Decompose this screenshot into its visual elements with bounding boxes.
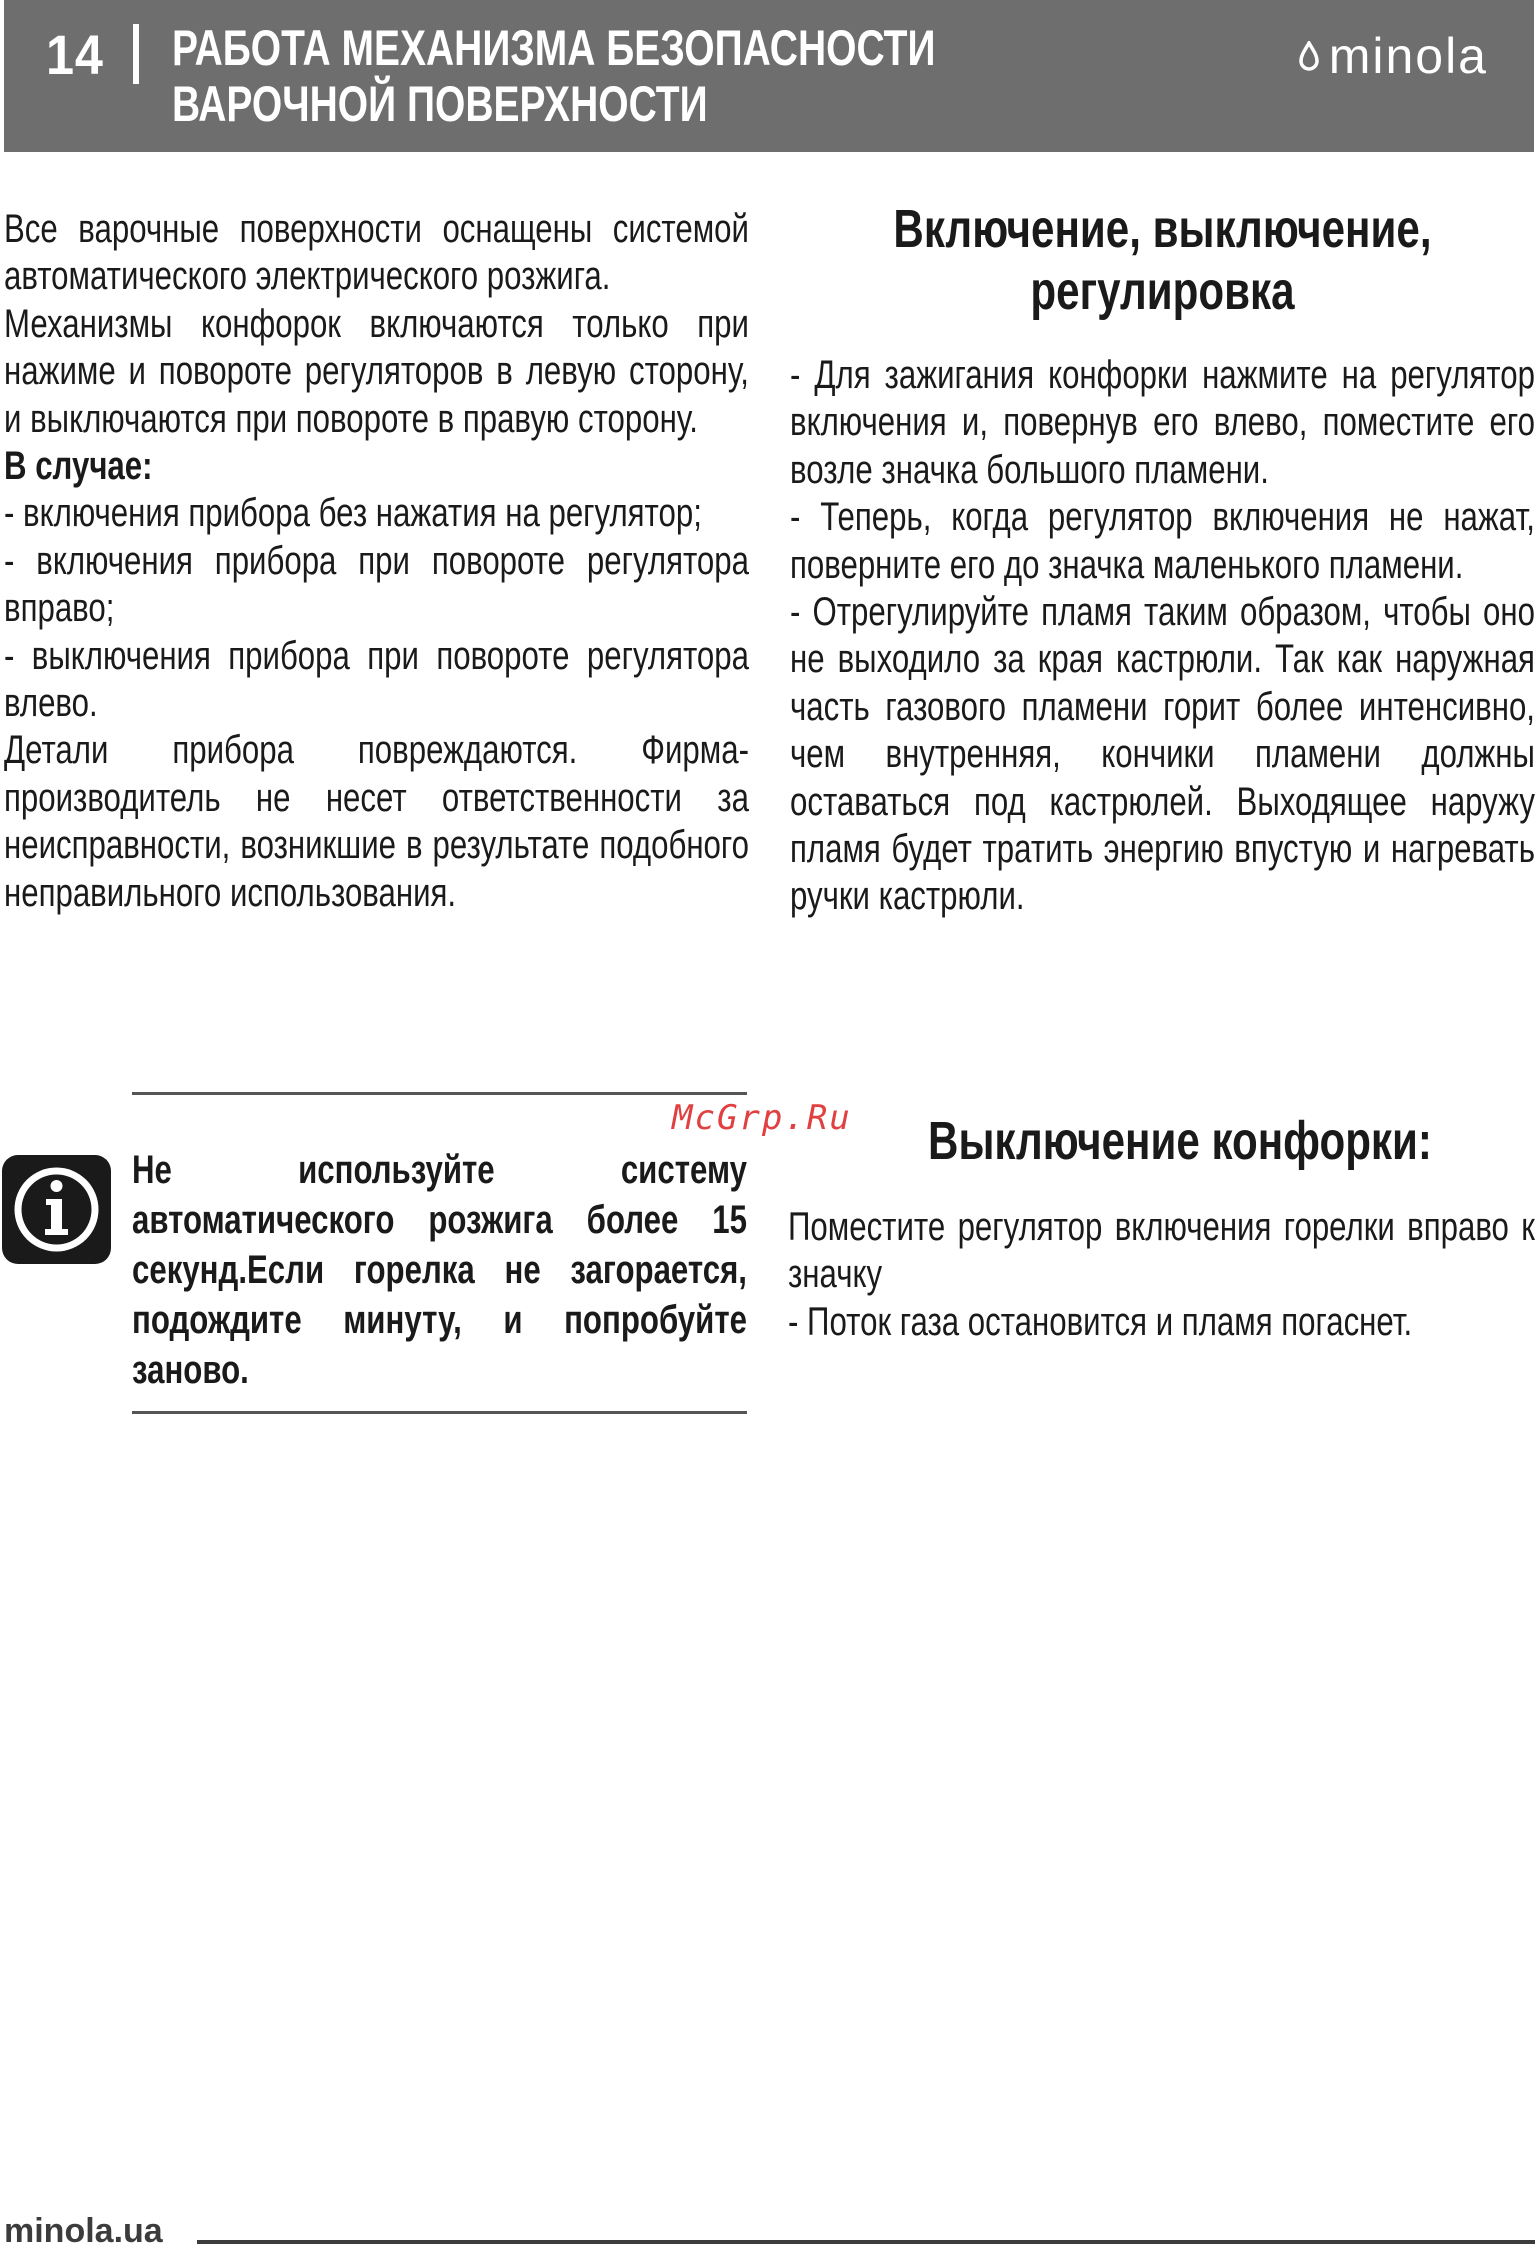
liability-paragraph: Детали прибора повреждаются. Фирма-производитель не несет ответственности за неисправности, возникшие в результате подобного неправильного использования. bbox=[4, 728, 749, 915]
page-header bbox=[4, 0, 1534, 152]
instruction-step: - Для зажигания конфорки нажмите на регулятор включения и, повернув его влево, поместите его возле значка большого пламени. bbox=[790, 353, 1535, 492]
brand-logo bbox=[1299, 26, 1488, 86]
section-heading-ignition bbox=[790, 198, 1535, 322]
section-heading-burner-off-text: Выключение конфорки: bbox=[928, 1111, 1432, 1171]
instruction-step: - Теперь, когда регулятор включения не нажат, поверните его до значка маленького пламени. bbox=[790, 495, 1535, 587]
case-item: - включения прибора при повороте регулятора вправо; bbox=[4, 538, 749, 631]
case-item: - выключения прибора при повороте регулятора влево. bbox=[4, 633, 749, 726]
section-heading-burner-off bbox=[870, 1110, 1490, 1172]
page-number: 14 bbox=[46, 23, 104, 86]
info-icon bbox=[0, 1153, 113, 1266]
section-heading-ignition-text: Включение, выключение, регулировка bbox=[893, 199, 1432, 321]
drop-icon bbox=[1299, 41, 1319, 71]
page-title bbox=[172, 20, 936, 132]
right-column bbox=[790, 352, 1535, 921]
safety-note-text: Не используйте систему автоматического розжига более 15 секунд.Если горелка не загорается, подождите минуту, и попробуйте заново. bbox=[132, 1148, 747, 1392]
note-top-rule bbox=[132, 1092, 747, 1095]
case-heading: В случае: bbox=[4, 444, 153, 489]
left-column bbox=[4, 206, 749, 917]
header-divider bbox=[133, 24, 139, 84]
safety-note bbox=[132, 1145, 747, 1395]
instruction-step: - Отрегулируйте пламя таким образом, чтобы оно не выходило за края кастрюли. Так как наружная часть газового пламени горит более интенсивно, чем внутренняя, кончики пламени должны оставаться под кастрюлей. Выходящее наружу пламя будет тратить энергию впустую и нагревать ручки кастрюли. bbox=[790, 590, 1535, 919]
intro-paragraph: Все варочные поверхности оснащены системой автоматического электрического розжига. bbox=[4, 207, 749, 299]
note-bottom-rule bbox=[132, 1411, 747, 1414]
page-title-line-1: РАБОТА МЕХАНИЗМА БЕЗОПАСНОСТИ bbox=[172, 20, 936, 76]
page-title-line-2: ВАРОЧНОЙ ПОВЕРХНОСТИ bbox=[172, 76, 708, 132]
burner-off-result: - Поток газа остановится и пламя погаснет. bbox=[788, 1299, 1413, 1344]
case-item: - включения прибора без нажатия на регулятор; bbox=[4, 491, 702, 536]
burner-off-block bbox=[788, 1204, 1535, 1346]
burner-off-paragraph: Поместите регулятор включения горелки вправо к значку bbox=[788, 1205, 1535, 1297]
brand-name: minola bbox=[1328, 28, 1488, 84]
watermark: McGrp.Ru bbox=[672, 1098, 852, 1138]
footer-rule bbox=[197, 2240, 1535, 2244]
mechanism-paragraph: Механизмы конфорок включаются только при нажиме и повороте регуляторов в левую сторону, и выключаются при повороте в правую сторону. bbox=[4, 301, 749, 441]
footer-url[interactable]: minola.ua bbox=[4, 2212, 163, 2250]
